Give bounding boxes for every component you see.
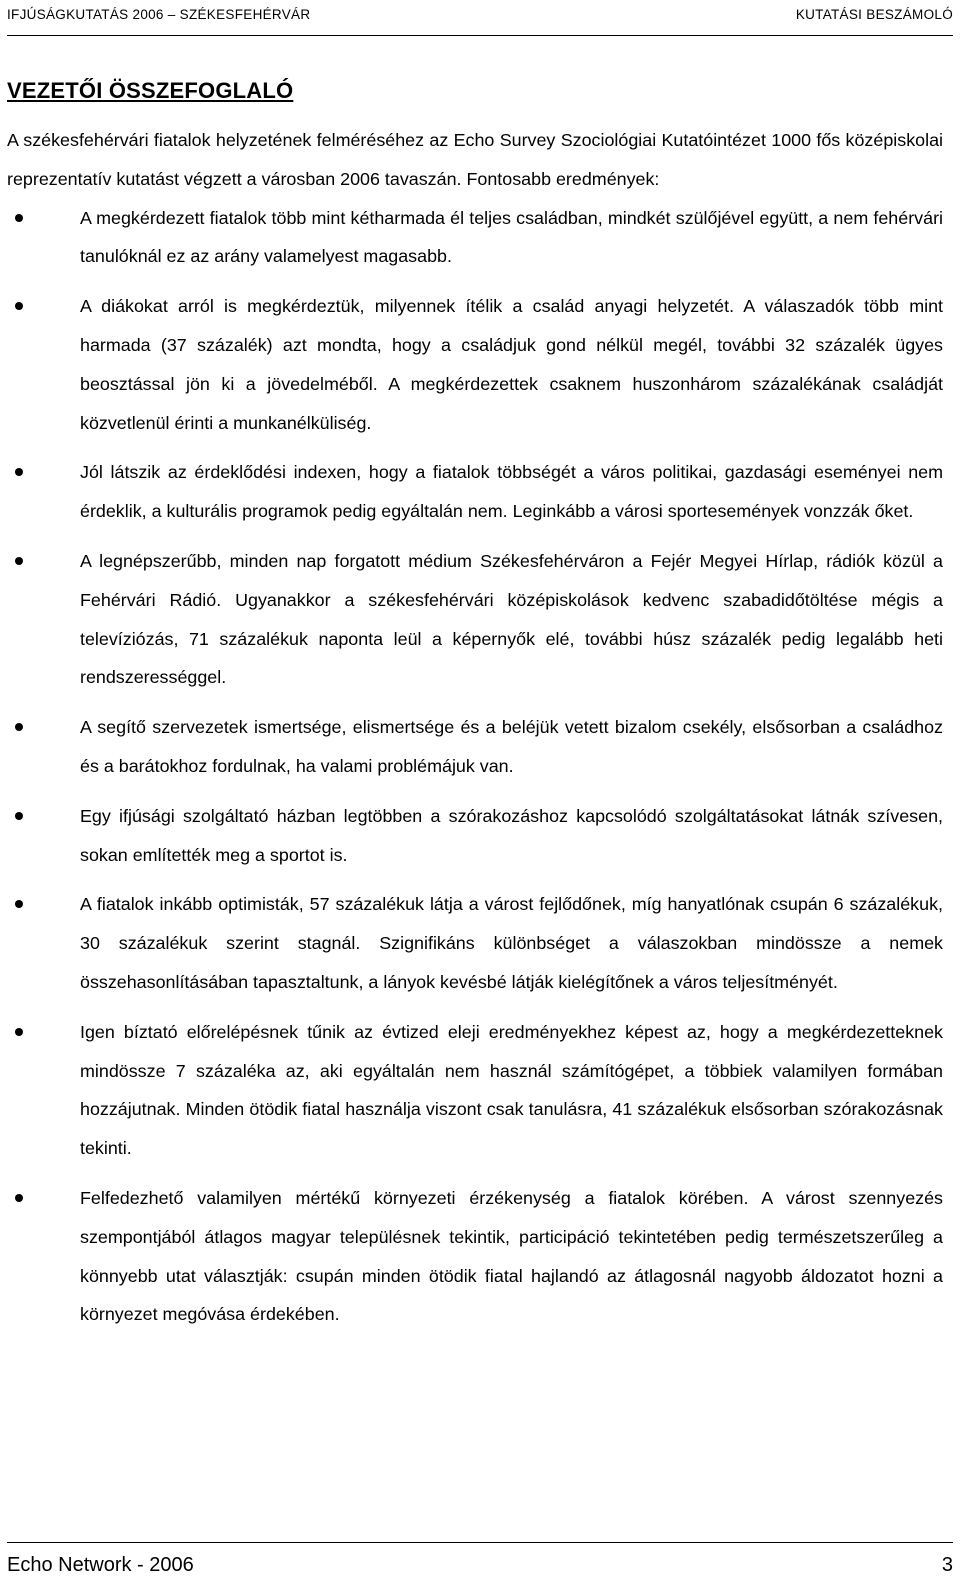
finding-text: Felfedezhető valamilyen mértékű környezeti érzékenység a fiatalok körében. A várost szennyezés szempontjából átlagos magyar településnek tekintik, participáció tekintetében pedig természetszerűleg a könnyebb utat választják: csupán minden ötödik fiatal hajlandó az átlagosnál nagyobb áldozatot hozni a környezet megóvása érdekében. [80,1187,943,1325]
bullet-icon [15,214,23,222]
finding-item [7,542,943,697]
bullet-icon [15,812,23,820]
findings-list [7,199,943,1335]
section-title: VEZETŐI ÖSSZEFOGLALÓ [7,78,294,103]
finding-item [7,885,943,1001]
intro-paragraph: A székesfehérvári fiatalok helyzetének felméréséhez az Echo Survey Szociológiai Kutatóintézet 1000 fős középiskolai reprezentatív kutatást végzett a városban 2006 tavaszán. Fontosabb eredmények: [7,130,943,189]
finding-item [7,199,943,277]
finding-text: A segítő szervezetek ismertsége, elismertsége és a beléjük vetett bizalom csekély, elsősorban a családhoz és a barátokhoz fordulnak, ha valami problémájuk van. [80,717,943,776]
finding-item [7,1013,943,1168]
page-header [7,0,953,36]
bullet-icon [15,723,23,731]
bullet-icon [15,302,23,310]
footer-publisher: Echo Network - 2006 [7,1554,194,1576]
page-footer [7,1542,953,1589]
header-right-text: KUTATÁSI BESZÁMOLÓ [795,7,953,22]
bullet-icon [15,1194,23,1202]
finding-text: Jól látszik az érdeklődési indexen, hogy a fiatalok többségét a város politikai, gazdasági eseményei nem érdeklik, a kulturális programok pedig egyáltalán nem. Leginkább a városi sportesemények vonzzák őket. [80,462,943,522]
finding-text: Igen bíztató előrelépésnek tűnik az évtized eleji eredményekhez képest az, hogy a megkérdezetteknek mindössze 7 százaléka az, aki egyáltalán nem használ számítógépet, a többiek valamilyen formában hozzájutnak. Minden ötödik fiatal használja viszont csak tanulásra, 41 százalékuk elsősorban szórakozásnak tekinti. [80,1021,943,1159]
finding-item [7,287,943,442]
bullet-icon [15,557,23,565]
bullet-icon [15,1028,23,1036]
finding-text: Egy ifjúsági szolgáltató házban legtöbben a szórakozáshoz kapcsolódó szolgáltatásokat látnák szívesen, sokan említették meg a sportot is. [80,805,943,865]
finding-text: A megkérdezett fiatalok több mint kétharmada él teljes családban, mindkét szülőjével együtt, a nem fehérvári tanulóknál ez az arány valamelyest magasabb. [80,207,943,267]
finding-item [7,797,943,875]
finding-text: A legnépszerűbb, minden nap forgatott médium Székesfehérváron a Fejér Megyei Hírlap, rádiók közül a Fehérvári Rádió. Ugyanakkor a székesfehérvári középiskolások kedvenc szabadidőtöltése mégis a televíziózás, 71 százalékuk naponta leül a képernyők elé, további húsz százalék pedig legalább heti rendszerességgel. [80,550,943,688]
finding-item [7,453,943,531]
finding-item [7,708,943,786]
finding-item [7,1179,943,1334]
bullet-icon [15,900,23,908]
finding-text: A fiatalok inkább optimisták, 57 százalékuk látja a várost fejlődőnek, míg hanyatlónak csupán 6 százalékuk, 30 százalékuk szerint stagnál. Szignifikáns különbséget a válaszokban mindössze a nemek összehasonlításában tapasztaltunk, a lányok kevésbé látják kielégítőnek a város teljesítményét. [80,894,943,992]
summary-body [7,121,943,1345]
page-number: 3 [941,1554,953,1576]
finding-text: A diákokat arról is megkérdeztük, milyennek ítélik a család anyagi helyzetét. A válaszadók több mint harmada (37 százalék) azt mondta, hogy a családjuk gond nélkül megél, további 32 százalék ügyes beosztással jön ki a jövedelméből. A megkérdezettek csaknem huszonhárom százalékának családját közvetlenül érinti a munkanélküliség. [80,296,943,433]
bullet-icon [15,468,23,476]
header-left-text: IFJÚSÁGKUTATÁS 2006 – SZÉKESFEHÉRVÁR [7,7,311,22]
